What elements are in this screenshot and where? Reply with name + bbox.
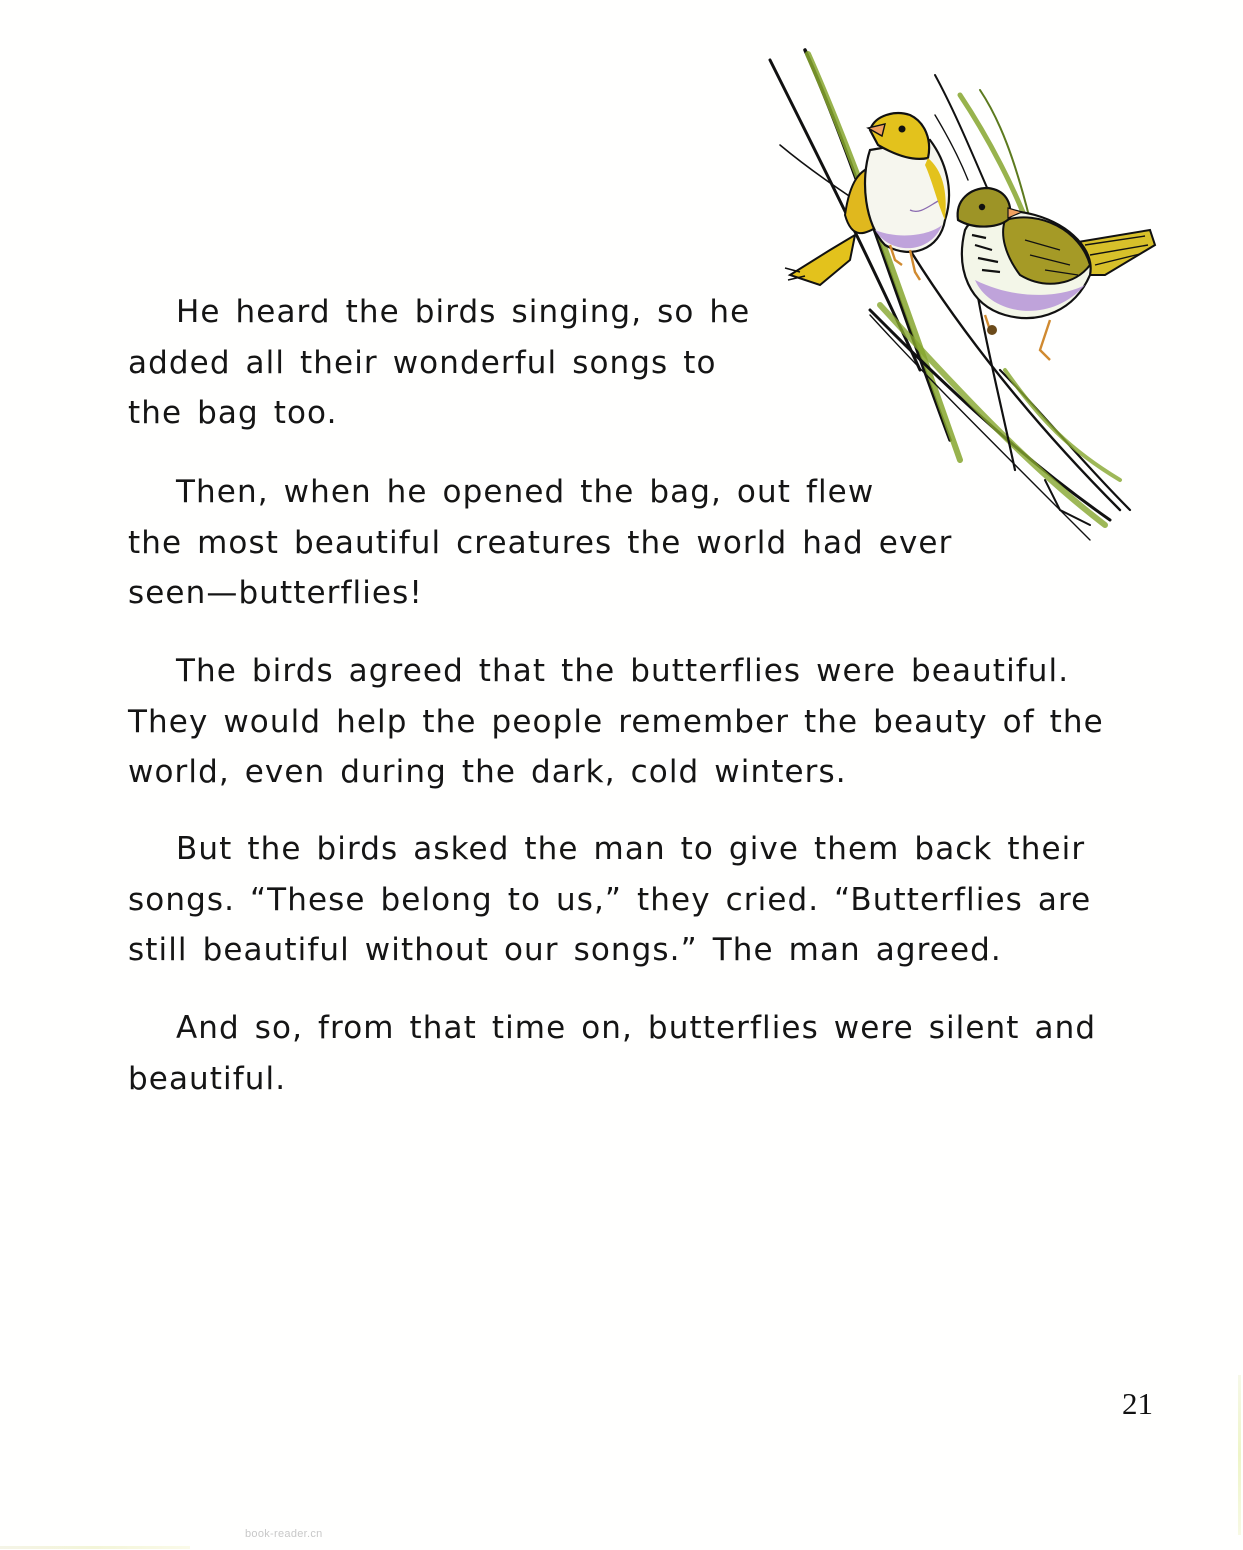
text-line: The birds agreed that the butterflies were beautiful. bbox=[176, 653, 1070, 689]
text-line: Then, when he opened the bag, out flew bbox=[176, 474, 875, 510]
paragraph-1 bbox=[128, 287, 750, 439]
text-line: But the birds asked the man to give them back their bbox=[176, 831, 1086, 867]
text-line: still beautiful without our songs.” The man agreed. bbox=[128, 932, 1002, 968]
paragraph-5 bbox=[128, 1003, 1096, 1104]
page-number: 21 bbox=[1122, 1386, 1153, 1421]
text-line: And so, from that time on, butterflies were silent and bbox=[176, 1010, 1097, 1046]
text-line: world, even during the dark, cold winters. bbox=[128, 754, 847, 790]
text-line: They would help the people remember the beauty of the bbox=[128, 703, 1104, 740]
text-line: beautiful. bbox=[128, 1060, 287, 1097]
paragraph-3 bbox=[128, 646, 1104, 798]
text-line: the most beautiful creatures the world had ever bbox=[128, 524, 953, 561]
paragraph-4 bbox=[128, 824, 1091, 976]
text-line: added all their wonderful songs to bbox=[128, 344, 717, 381]
paragraph-2 bbox=[128, 467, 952, 619]
page-edge-bottom bbox=[0, 1546, 190, 1549]
page-edge-right bbox=[1238, 1375, 1241, 1535]
text-line: songs. “These belong to us,” they cried. “Butterflies are bbox=[128, 881, 1092, 918]
watermark: book-reader.cn bbox=[245, 1528, 323, 1540]
text-line: seen—butterflies! bbox=[128, 575, 423, 611]
text-line: the bag too. bbox=[128, 395, 338, 431]
text-line: He heard the birds singing, so he bbox=[176, 294, 751, 330]
